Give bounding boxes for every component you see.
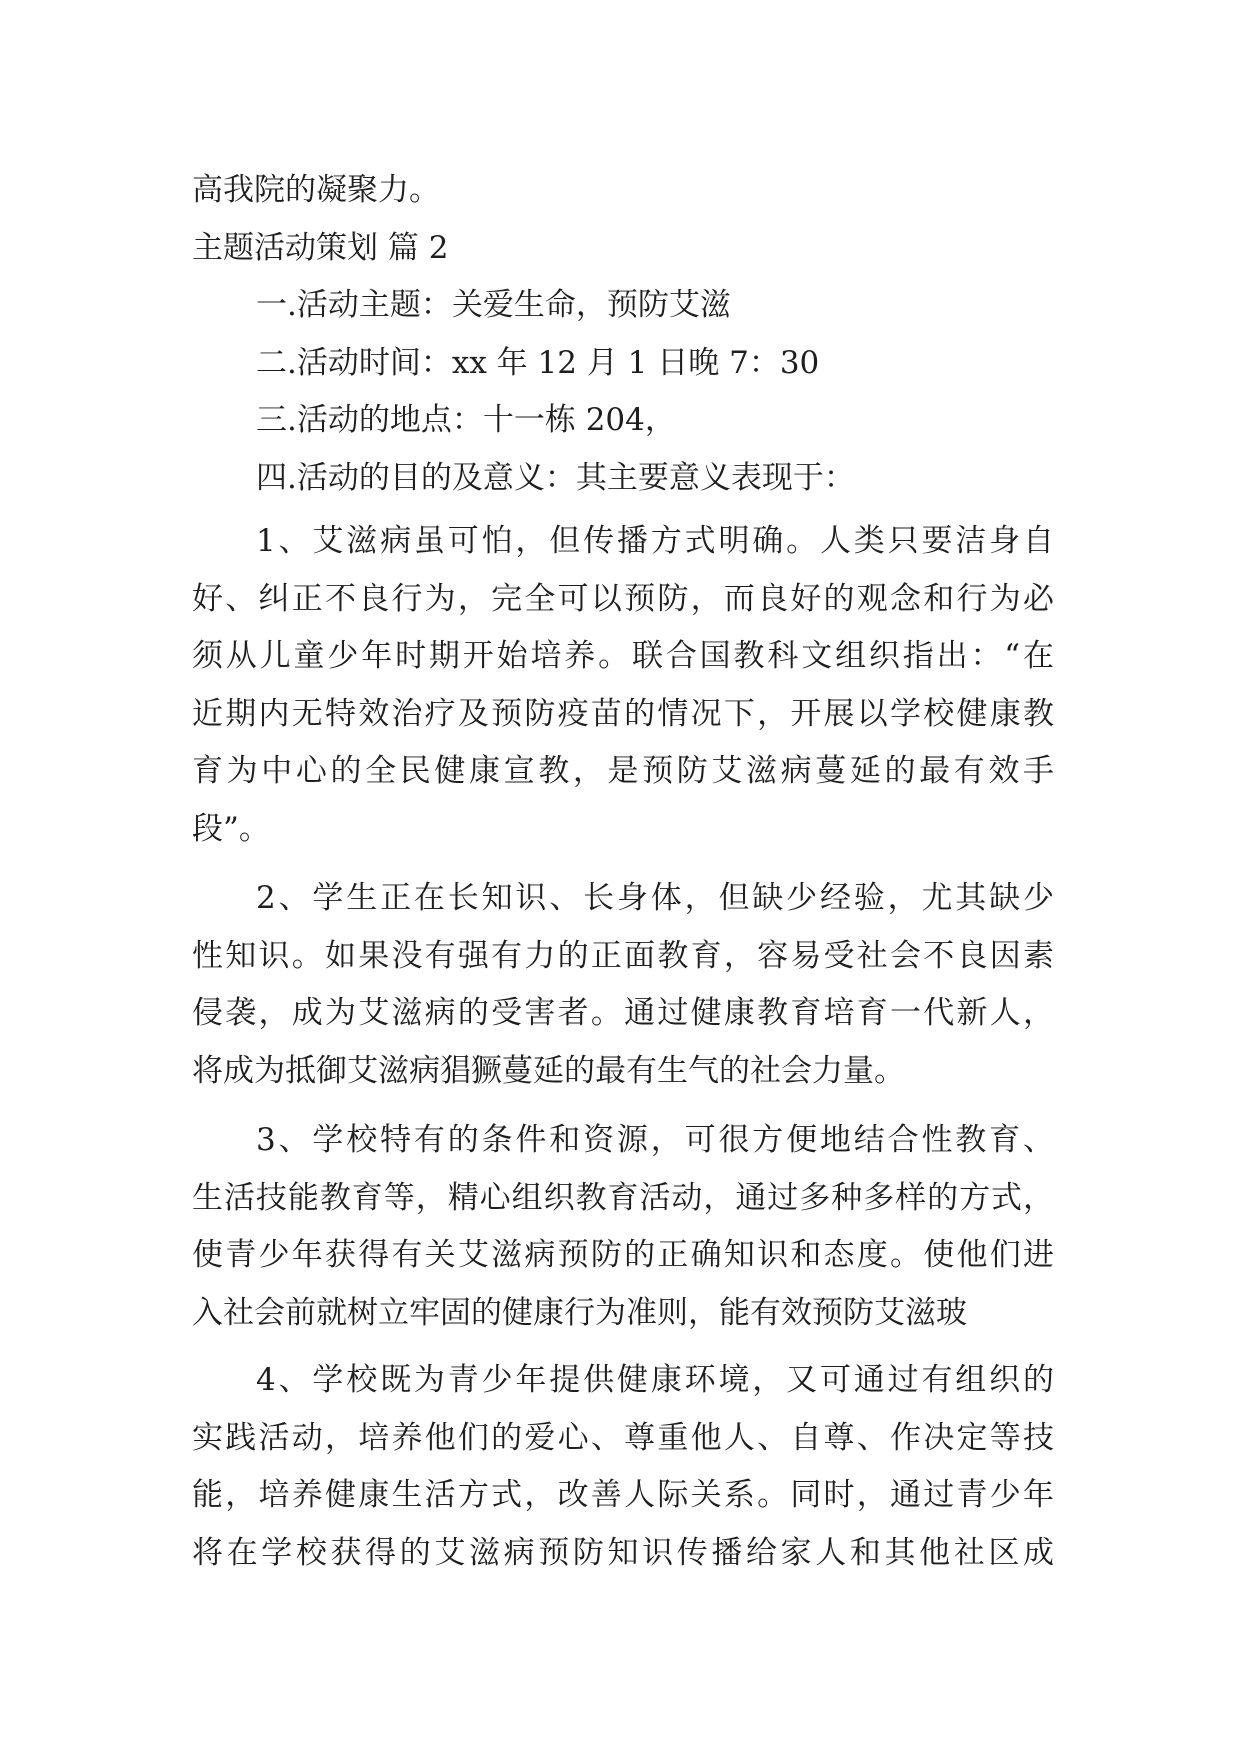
paragraph-line: 生活技能教育等，精心组织教育活动，通过多种多样的方式， <box>192 1179 1054 1216</box>
item-time: 二.活动时间：xx 年 12 月 1 日晚 7：30 <box>256 344 820 381</box>
paragraph-line: 2、学生正在长知识、长身体，但缺少经验，尤其缺少 <box>256 880 1054 916</box>
item-purpose: 四.活动的目的及意义：其主要意义表现于： <box>256 459 855 496</box>
paragraph-line: 段”。 <box>192 810 270 847</box>
document-body <box>192 162 1054 1582</box>
paragraph-line: 3、学校特有的条件和资源，可很方便地结合性教育、 <box>256 1122 1054 1158</box>
paragraph-line: 性知识。如果没有强有力的正面教育，容易受社会不良因素 <box>192 937 1054 974</box>
paragraph-line: 将成为抵御艾滋病猖獗蔓延的最有生气的社会力量。 <box>192 1052 905 1089</box>
paragraph-line: 近期内无特效治疗及预防疫苗的情况下，开展以学校健康教 <box>192 695 1054 732</box>
paragraph-line: 4、学校既为青少年提供健康环境，又可通过有组织的 <box>256 1362 1054 1398</box>
spacer <box>192 1100 1054 1112</box>
item-theme: 一.活动主题：关爱生命，预防艾滋 <box>256 287 731 323</box>
item-place: 三.活动的地点：十一栋 204， <box>256 402 676 438</box>
paragraph-line: 须从儿童少年时期开始培养。联合国教科文组织指出：“在 <box>192 638 1054 674</box>
continued-line: 高我院的凝聚力。 <box>192 172 440 208</box>
paragraph-1 <box>192 513 1054 858</box>
paragraph-line: 好、纠正不良行为，完全可以预防，而良好的观念和行为必 <box>192 580 1054 617</box>
section-title: 主题活动策划 篇 2 <box>192 229 449 266</box>
paragraph-line: 能，培养健康生活方式，改善人际关系。同时，通过青少年 <box>192 1477 1054 1513</box>
paragraph-2 <box>192 870 1054 1100</box>
paragraph-4 <box>192 1352 1054 1582</box>
paragraph-line: 侵袭，成为艾滋病的受害者。通过健康教育培育一代新人， <box>192 995 1054 1031</box>
paragraph-line: 实践活动，培养他们的爱心、尊重他人、自尊、作决定等技 <box>192 1419 1054 1456</box>
paragraph-line: 1、艾滋病虽可怕，但传播方式明确。人类只要洁身自 <box>256 523 1054 559</box>
paragraph-line: 使青少年获得有关艾滋病预防的正确知识和态度。使他们进 <box>192 1237 1054 1273</box>
paragraph-line: 育为中心的全民健康宣教，是预防艾滋病蔓延的最有效手 <box>192 753 1054 789</box>
paragraph-line: 入社会前就树立牢固的健康行为准则，能有效预防艾滋玻 <box>192 1294 967 1331</box>
spacer <box>192 858 1054 870</box>
paragraph-line: 将在学校获得的艾滋病预防知识传播给家人和其他社区成 <box>192 1534 1054 1571</box>
paragraph-3 <box>192 1112 1054 1342</box>
spacer <box>192 1342 1054 1352</box>
